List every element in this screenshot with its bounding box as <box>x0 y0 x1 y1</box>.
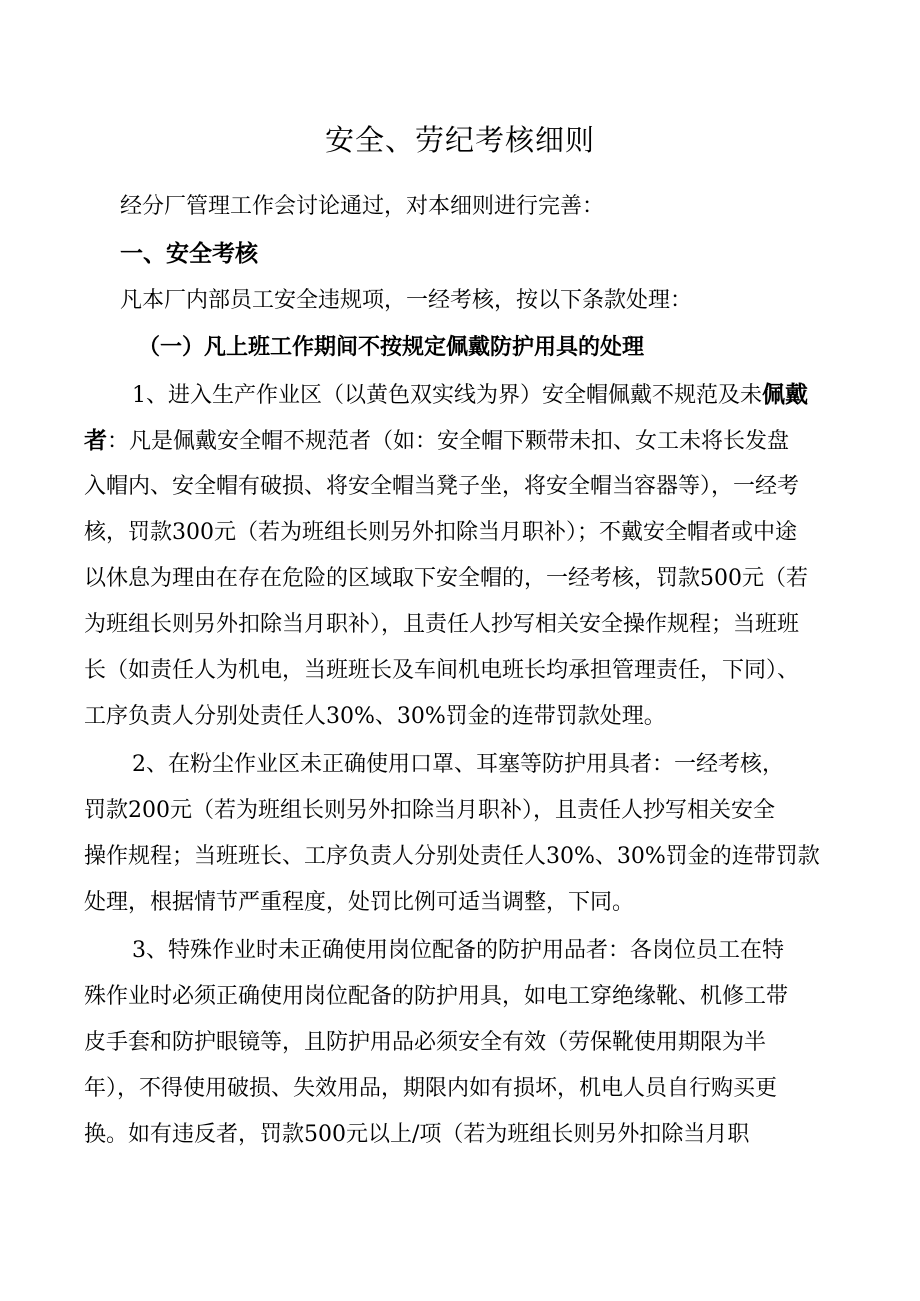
document-title: 安全、劳纪考核细则 <box>324 123 595 157</box>
item1-line2 <box>84 426 789 457</box>
section-heading-safety: 一、安全考核 <box>120 241 258 267</box>
item3-line4: 年），不得使用破损、失效用品，期限内如有损坏，机电人员自行购买更 <box>84 1076 778 1101</box>
item2-line2: 罚款200元（若为班组长则另外扣除当月职补），且责任人抄写相关安全 <box>84 798 775 823</box>
item1-line6: 为班组长则另外扣除当月职补），且责任人抄写相关安全操作规程；当班班 <box>84 612 800 637</box>
item1-line5: 以休息为理由在存在危险的区域取下安全帽的，一经考核，罚款500元（若 <box>84 566 808 591</box>
item3-line1: 3、特殊作业时未正确使用岗位配备的防护用品者：各岗位员工在特 <box>132 938 784 963</box>
subsection-heading-protective-gear: （一）凡上班工作期间不按规定佩戴防护用具的处理 <box>138 335 645 360</box>
item1-line8: 工序负责人分别处责任人30%、30%罚金的连带罚款处理。 <box>84 704 666 729</box>
item2-line4: 处理，根据情节严重程度，处罚比例可适当调整，下同。 <box>84 890 635 915</box>
item3-line3: 皮手套和防护眼镜等，且防护用品必须安全有效（劳保靴使用期限为半 <box>84 1030 767 1055</box>
item1-line7: 长（如责任人为机电，当班班长及车间机电班长均承担管理责任，下同）、 <box>84 658 800 683</box>
item1-line3: 入帽内、安全帽有破损、将安全帽当凳子坐，将安全帽当容器等），一经考 <box>84 474 800 499</box>
item3-line5: 换。如有违反者，罚款500元以上/项（若为班组长则另外扣除当月职 <box>84 1122 750 1147</box>
item3-line2: 殊作业时必须正确使用岗位配备的防护用具，如电工穿绝缘靴、机修工带 <box>84 984 789 1009</box>
item1-line2-text: ：凡是佩戴安全帽不规范者（如：安全帽下颗带未扣、女工未将长发盘 <box>107 429 790 454</box>
intro-paragraph: 经分厂管理工作会讨论通过，对本细则进行完善： <box>120 194 605 219</box>
item1-line1 <box>132 380 808 411</box>
item1-line1-bold: 佩戴 <box>762 382 808 408</box>
section-intro: 凡本厂内部员工安全违规项，一经考核，按以下条款处理： <box>120 288 693 313</box>
item1-line1-text: 1、进入生产作业区（以黄色双实线为界）安全帽佩戴不规范及未 <box>132 383 762 408</box>
item1-line2-bold: 者 <box>84 428 107 454</box>
item1-line4: 核，罚款300元（若为班组长则另外扣除当月职补）；不戴安全帽者或中途 <box>84 520 797 545</box>
item2-line3: 操作规程；当班班长、工序负责人分别处责任人30%、30%罚金的连带罚款 <box>84 844 820 869</box>
item2-line1: 2、在粉尘作业区未正确使用口罩、耳塞等防护用具者：一经考核， <box>132 752 784 777</box>
